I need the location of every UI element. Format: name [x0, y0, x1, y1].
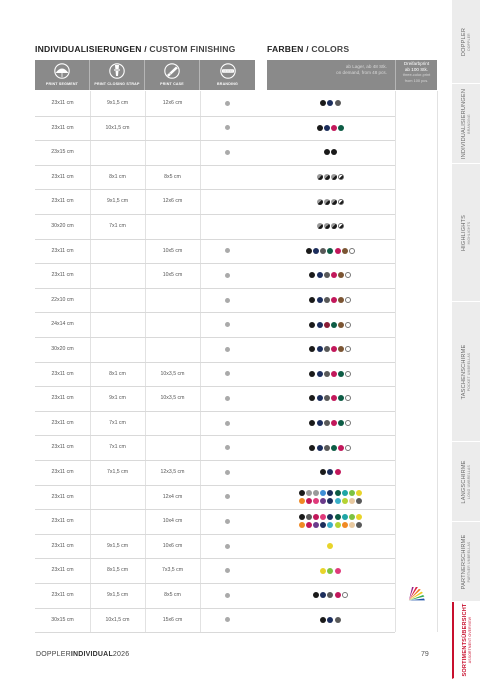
color-swatch-dot	[320, 617, 326, 623]
color-swatch-dot	[320, 514, 326, 520]
sidebar-tab-label: PARTNERSCHIRME	[461, 534, 467, 589]
color-swatch-dot	[313, 522, 319, 528]
sidebar-tab-doppler[interactable]	[452, 0, 480, 84]
page-number: 79	[421, 651, 429, 658]
strap-size-cell: 9x1,5 cm	[106, 198, 129, 205]
color-swatch-dot	[324, 322, 330, 328]
three-color-print-header: Dreifarbprint ab 100 Stk. three-color-print from 100 pcs.	[395, 60, 437, 90]
sidebar-tab-label: SORTIMENTSÜBERSICHT	[462, 603, 468, 677]
color-swatch-dot	[320, 592, 326, 598]
table-row	[0, 583, 480, 607]
table-row	[0, 386, 480, 410]
strap-size-cell: 7x1 cm	[109, 223, 126, 229]
color-swatch-dot	[313, 248, 319, 254]
branding-available-dot	[225, 347, 230, 352]
sidebar-tab-sortimentsbersicht[interactable]	[452, 602, 480, 679]
case-size-cell	[145, 411, 200, 436]
color-swatch-dot	[335, 469, 341, 475]
color-swatch-dot	[335, 592, 341, 598]
strap-size-cell: 8x1 cm	[109, 173, 126, 180]
sidebar-tab-highlights[interactable]	[452, 164, 480, 302]
color-swatch-dot	[331, 149, 337, 155]
case-size-cell	[145, 435, 200, 460]
custom-finishing-heading: INDIVIDUALISIERUNGEN / CUSTOM FINISHING	[35, 44, 236, 54]
color-swatch-dot	[313, 490, 319, 496]
case-size-cell: 10x3,5 cm	[160, 370, 185, 377]
sidebar-tab-label: HIGHLIGHTS	[461, 214, 467, 251]
strap-size-cell: 10x1,5 cm	[105, 124, 130, 131]
branding-available-dot	[225, 519, 230, 524]
branding-available-dot	[225, 273, 230, 278]
strap-size-cell: 9x1,5 cm	[106, 100, 129, 106]
color-swatch-dot	[342, 498, 348, 504]
segment-size-cell: 23x11 cm	[51, 100, 74, 106]
table-row	[0, 239, 480, 263]
color-swatch-dot	[335, 498, 341, 504]
sidebar-tab-individualisierungen[interactable]	[452, 84, 480, 164]
color-swatch-dot	[317, 346, 323, 352]
segment-size-cell: 30x15 cm	[51, 616, 74, 623]
color-swatch-dot	[338, 272, 344, 278]
table-row	[0, 165, 480, 189]
color-swatch-dot	[335, 248, 341, 254]
color-swatch-dot	[338, 223, 344, 229]
header-print-segment: PRINT SEGMENT	[35, 60, 90, 90]
strap-size-cell	[90, 263, 145, 288]
segment-size-cell: 23x11 cm	[51, 419, 74, 426]
color-swatch-dot	[320, 490, 326, 496]
color-swatch-dot	[327, 248, 333, 254]
color-swatch-dot	[306, 498, 312, 504]
color-swatch-dot	[345, 445, 351, 451]
sidebar-tab-sublabel: PARTNER UMBRELLAS	[467, 541, 471, 582]
table-row	[0, 263, 480, 287]
segment-size-cell: 23x11 cm	[51, 198, 74, 205]
color-swatch-dot	[324, 223, 330, 229]
segment-size-cell: 23x11 cm	[51, 272, 74, 279]
segment-size-cell: 23x11 cm	[51, 444, 74, 451]
table-row	[0, 189, 480, 213]
color-swatch-dot	[299, 522, 305, 528]
color-swatch-dot	[345, 395, 351, 401]
sidebar-tab-langschirme[interactable]	[452, 442, 480, 522]
color-swatch-dot	[306, 522, 312, 528]
color-swatch-dot	[338, 297, 344, 303]
table-row	[0, 558, 480, 582]
strap-size-cell: 9x1,5 cm	[106, 542, 129, 549]
table-row	[0, 362, 480, 386]
case-size-cell: 10x3,5 cm	[160, 395, 185, 402]
color-swatch-dot	[356, 514, 362, 520]
segment-size-cell: 23x11 cm	[51, 247, 74, 254]
color-swatch-dot	[338, 346, 344, 352]
color-swatch-dot	[317, 445, 323, 451]
table-row	[0, 214, 480, 238]
sidebar-tab-taschenschirme[interactable]	[452, 302, 480, 442]
case-size-cell: 10x5 cm	[162, 272, 183, 279]
branding-badge-icon	[217, 63, 239, 79]
color-swatch-dot	[306, 248, 312, 254]
color-swatch-dot	[324, 395, 330, 401]
closing-strap-icon	[106, 63, 128, 79]
color-swatch-dot	[331, 420, 337, 426]
color-swatch-dot	[317, 174, 323, 180]
color-swatch-dot	[324, 149, 330, 155]
strap-size-cell	[90, 239, 145, 264]
branding-available-dot	[225, 421, 230, 426]
color-swatch-dot	[299, 490, 305, 496]
color-swatch-dot	[335, 514, 341, 520]
color-swatch-dot	[331, 297, 337, 303]
branding-available-dot	[225, 101, 230, 106]
branding-available-dot	[225, 445, 230, 450]
segment-size-cell: 23x11 cm	[51, 542, 74, 549]
case-size-cell: 7x3,5 cm	[161, 567, 184, 574]
color-swatch-dot	[345, 322, 351, 328]
header-print-closing-strap: PRINT CLOSING STRAP	[90, 60, 145, 90]
finishing-header	[35, 60, 255, 90]
color-swatch-dot	[320, 469, 326, 475]
color-swatch-dot	[324, 297, 330, 303]
segment-size-cell: 23x11 cm	[51, 370, 74, 377]
case-size-cell: 10x6 cm	[162, 542, 183, 549]
color-swatch-dot	[338, 371, 344, 377]
branding-available-dot	[225, 617, 230, 622]
color-swatch-dot	[299, 498, 305, 504]
segment-size-cell: 22x10 cm	[51, 296, 74, 303]
color-swatch-dot	[338, 395, 344, 401]
segment-size-cell: 23x11 cm	[51, 124, 74, 131]
color-swatch-dot	[327, 543, 333, 549]
color-swatch-dot	[320, 498, 326, 504]
color-swatch-dot	[345, 272, 351, 278]
color-swatch-dot	[309, 346, 315, 352]
color-swatch-dot	[299, 514, 305, 520]
table-row	[0, 485, 480, 509]
branding-available-dot	[225, 150, 230, 155]
color-swatch-dot	[324, 199, 330, 205]
strap-size-cell	[90, 485, 145, 510]
case-size-cell	[145, 214, 200, 239]
colors-demand-label: on demand, from 48 pcs.	[336, 70, 387, 75]
strap-size-cell	[90, 509, 145, 534]
color-swatch-dot	[309, 420, 315, 426]
table-row	[0, 337, 480, 361]
color-swatch-dot	[309, 272, 315, 278]
color-swatch-dot	[320, 100, 326, 106]
color-swatch-dot	[331, 125, 337, 131]
table-row	[0, 91, 480, 115]
color-swatch-dot	[309, 322, 315, 328]
color-swatch-dot	[356, 498, 362, 504]
branding-available-dot	[225, 470, 230, 475]
sidebar-tab-sublabel: DOPPLER	[467, 32, 471, 51]
color-swatch-dot	[327, 100, 333, 106]
sidebar-tab-label: INDIVIDUALISIERUNGEN	[461, 88, 467, 159]
color-swatch-dot	[349, 514, 355, 520]
color-swatch-dot	[327, 490, 333, 496]
case-size-cell: 10x5 cm	[162, 247, 183, 254]
segment-size-cell: 30x20 cm	[51, 223, 74, 229]
strap-size-cell	[90, 140, 145, 165]
sidebar-tab-partnerschirme[interactable]	[452, 522, 480, 602]
branding-available-dot	[225, 544, 230, 549]
case-size-cell	[145, 116, 200, 141]
segment-size-cell: 23x11 cm	[51, 395, 74, 402]
sidebar-tab-sublabel: BRANDING	[467, 113, 471, 134]
color-swatch-dot	[324, 346, 330, 352]
sidebar-tab-sublabel: POCKET UMBRELLAS	[467, 352, 471, 391]
branding-available-dot	[225, 568, 230, 573]
strap-size-cell: 7x1,5 cm	[106, 469, 129, 475]
color-swatch-dot	[324, 174, 330, 180]
color-swatch-dot	[306, 490, 312, 496]
color-swatch-dot	[313, 514, 319, 520]
strap-size-cell: 7x1 cm	[109, 444, 126, 451]
strap-size-cell: 8x1 cm	[109, 370, 126, 377]
color-swatch-dot	[331, 371, 337, 377]
table-row	[0, 116, 480, 140]
color-swatch-dot	[338, 420, 344, 426]
segment-size-cell: 30x20 cm	[51, 346, 74, 352]
branding-available-dot	[225, 593, 230, 598]
sidebar-tab-sublabel: HIGHLIGHTS	[467, 221, 471, 244]
segment-size-cell: 23x11 cm	[51, 469, 74, 475]
case-size-cell: 12x6 cm	[162, 198, 183, 205]
color-swatch-dot	[349, 248, 355, 254]
color-swatch-dot	[335, 490, 341, 496]
color-swatch-dot	[309, 297, 315, 303]
color-swatch-dot	[345, 346, 351, 352]
segment-size-cell: 24x14 cm	[51, 321, 74, 328]
color-swatch-dot	[317, 223, 323, 229]
color-swatch-dot	[327, 592, 333, 598]
case-size-cell: 12x3,5 cm	[160, 469, 185, 475]
color-swatch-dot	[342, 490, 348, 496]
branding-available-dot	[225, 298, 230, 303]
case-size-cell: 8x5 cm	[164, 173, 181, 180]
branding-available-dot	[225, 371, 230, 376]
sidebar-tab-label: TASCHENSCHIRME	[461, 344, 467, 399]
color-swatch-dot	[317, 322, 323, 328]
color-swatch-dot	[309, 371, 315, 377]
color-swatch-dot	[324, 272, 330, 278]
table-row	[0, 312, 480, 336]
branding-available-dot	[225, 248, 230, 253]
segment-size-cell: 23x11 cm	[51, 567, 74, 574]
segment-size-cell: 23x11 cm	[51, 493, 74, 500]
color-swatch-dot	[324, 420, 330, 426]
color-swatch-dot	[327, 498, 333, 504]
color-swatch-dot	[338, 174, 344, 180]
row-divider	[35, 632, 395, 633]
case-size-cell: 12x4 cm	[162, 493, 183, 500]
strap-size-cell: 7x1 cm	[109, 419, 126, 426]
segment-size-cell: 23x11 cm	[51, 518, 74, 525]
color-swatch-dot	[338, 322, 344, 328]
color-swatch-dot	[313, 498, 319, 504]
segment-size-cell: 23x15 cm	[51, 149, 74, 156]
branding-available-dot	[225, 125, 230, 130]
color-swatch-dot	[309, 445, 315, 451]
table-row	[0, 288, 480, 312]
color-swatch-dot	[356, 490, 362, 496]
color-swatch-dot	[345, 420, 351, 426]
table-row	[0, 460, 480, 484]
color-swatch-dot	[317, 272, 323, 278]
table-row	[0, 509, 480, 533]
color-swatch-dot	[342, 522, 348, 528]
strap-size-cell	[90, 337, 145, 362]
sidebar-tab-label: LANGSCHIRME	[461, 459, 467, 504]
umbrella-case-icon	[161, 63, 183, 79]
color-swatch-dot	[327, 514, 333, 520]
color-swatch-dot	[342, 592, 348, 598]
color-swatch-dot	[349, 490, 355, 496]
color-swatch-dot	[324, 125, 330, 131]
strap-size-cell: 9x1 cm	[109, 395, 126, 402]
color-swatch-dot	[317, 199, 323, 205]
branding-available-dot	[225, 396, 230, 401]
header-branding: BRANDING	[200, 60, 255, 90]
color-swatch-dot	[331, 445, 337, 451]
strap-size-cell	[90, 288, 145, 313]
strap-size-cell: 8x1,5 cm	[106, 567, 129, 574]
case-size-cell: 8x5 cm	[164, 592, 181, 598]
color-swatch-dot	[335, 100, 341, 106]
color-swatch-dot	[335, 617, 341, 623]
sidebar-tab-label: DOPPLER	[461, 27, 467, 56]
segment-size-cell: 23x11 cm	[51, 173, 74, 180]
table-row	[0, 534, 480, 558]
case-size-cell: 10x4 cm	[162, 518, 183, 525]
table-row	[0, 140, 480, 164]
umbrella-segment-icon	[51, 63, 73, 79]
color-swatch-dot	[338, 125, 344, 131]
segment-size-cell: 23x11 cm	[51, 592, 74, 598]
color-swatch-dot	[320, 248, 326, 254]
case-size-cell	[145, 337, 200, 362]
color-swatch-dot	[345, 371, 351, 377]
color-swatch-dot	[331, 199, 337, 205]
color-swatch-dot	[349, 498, 355, 504]
case-size-cell	[145, 288, 200, 313]
case-size-cell: 15x6 cm	[162, 616, 183, 623]
branding-available-dot	[225, 494, 230, 499]
case-size-cell	[145, 140, 200, 165]
strap-size-cell	[90, 312, 145, 337]
table-row	[0, 608, 480, 632]
table-row	[0, 435, 480, 459]
color-swatch-dot	[331, 223, 337, 229]
color-swatch-dot	[317, 420, 323, 426]
color-swatch-dot	[331, 272, 337, 278]
footer-brand: DOPPLERINDIVIDUAL2026	[36, 651, 130, 658]
color-swatch-dot	[324, 445, 330, 451]
color-swatch-dot	[327, 469, 333, 475]
color-swatch-dot	[342, 514, 348, 520]
color-swatch-dot	[331, 322, 337, 328]
color-swatch-dot	[342, 248, 348, 254]
strap-size-cell: 10x1,5 cm	[105, 616, 130, 623]
sidebar-tab-sublabel: ASSORTMENT OVERVIEW	[468, 616, 472, 664]
branding-available-dot	[225, 322, 230, 327]
color-swatch-dot	[327, 617, 333, 623]
color-swatch-dot	[327, 522, 333, 528]
color-swatch-dot	[313, 592, 319, 598]
color-swatch-dot	[335, 568, 341, 574]
sidebar-tab-sublabel: LONG UMBRELLAS	[467, 464, 471, 499]
color-swatch-dot	[331, 395, 337, 401]
color-swatch-dot	[317, 395, 323, 401]
color-swatch-dot	[331, 346, 337, 352]
color-swatch-dot	[317, 125, 323, 131]
color-swatch-dot	[306, 514, 312, 520]
color-swatch-dot	[338, 199, 344, 205]
color-fan-icon	[405, 587, 427, 603]
color-swatch-dot	[320, 522, 326, 528]
color-swatch-dot	[327, 568, 333, 574]
table-row	[0, 411, 480, 435]
color-swatch-dot	[349, 522, 355, 528]
color-swatch-dot	[317, 297, 323, 303]
colors-heading: FARBEN / COLORS	[267, 44, 350, 54]
case-size-cell	[145, 312, 200, 337]
case-size-cell: 12x6 cm	[162, 100, 183, 106]
colors-stock-label: ab Lager, ab 48 Stk.	[345, 64, 387, 69]
color-swatch-dot	[309, 395, 315, 401]
color-swatch-dot	[324, 371, 330, 377]
header-print-case: PRINT CASE	[145, 60, 200, 90]
color-swatch-dot	[335, 522, 341, 528]
color-swatch-dot	[338, 445, 344, 451]
color-swatch-dot	[320, 568, 326, 574]
color-swatch-dot	[345, 297, 351, 303]
color-swatch-dot	[317, 371, 323, 377]
strap-size-cell: 9x1,5 cm	[106, 592, 129, 598]
color-swatch-dot	[356, 522, 362, 528]
color-swatch-dot	[331, 174, 337, 180]
